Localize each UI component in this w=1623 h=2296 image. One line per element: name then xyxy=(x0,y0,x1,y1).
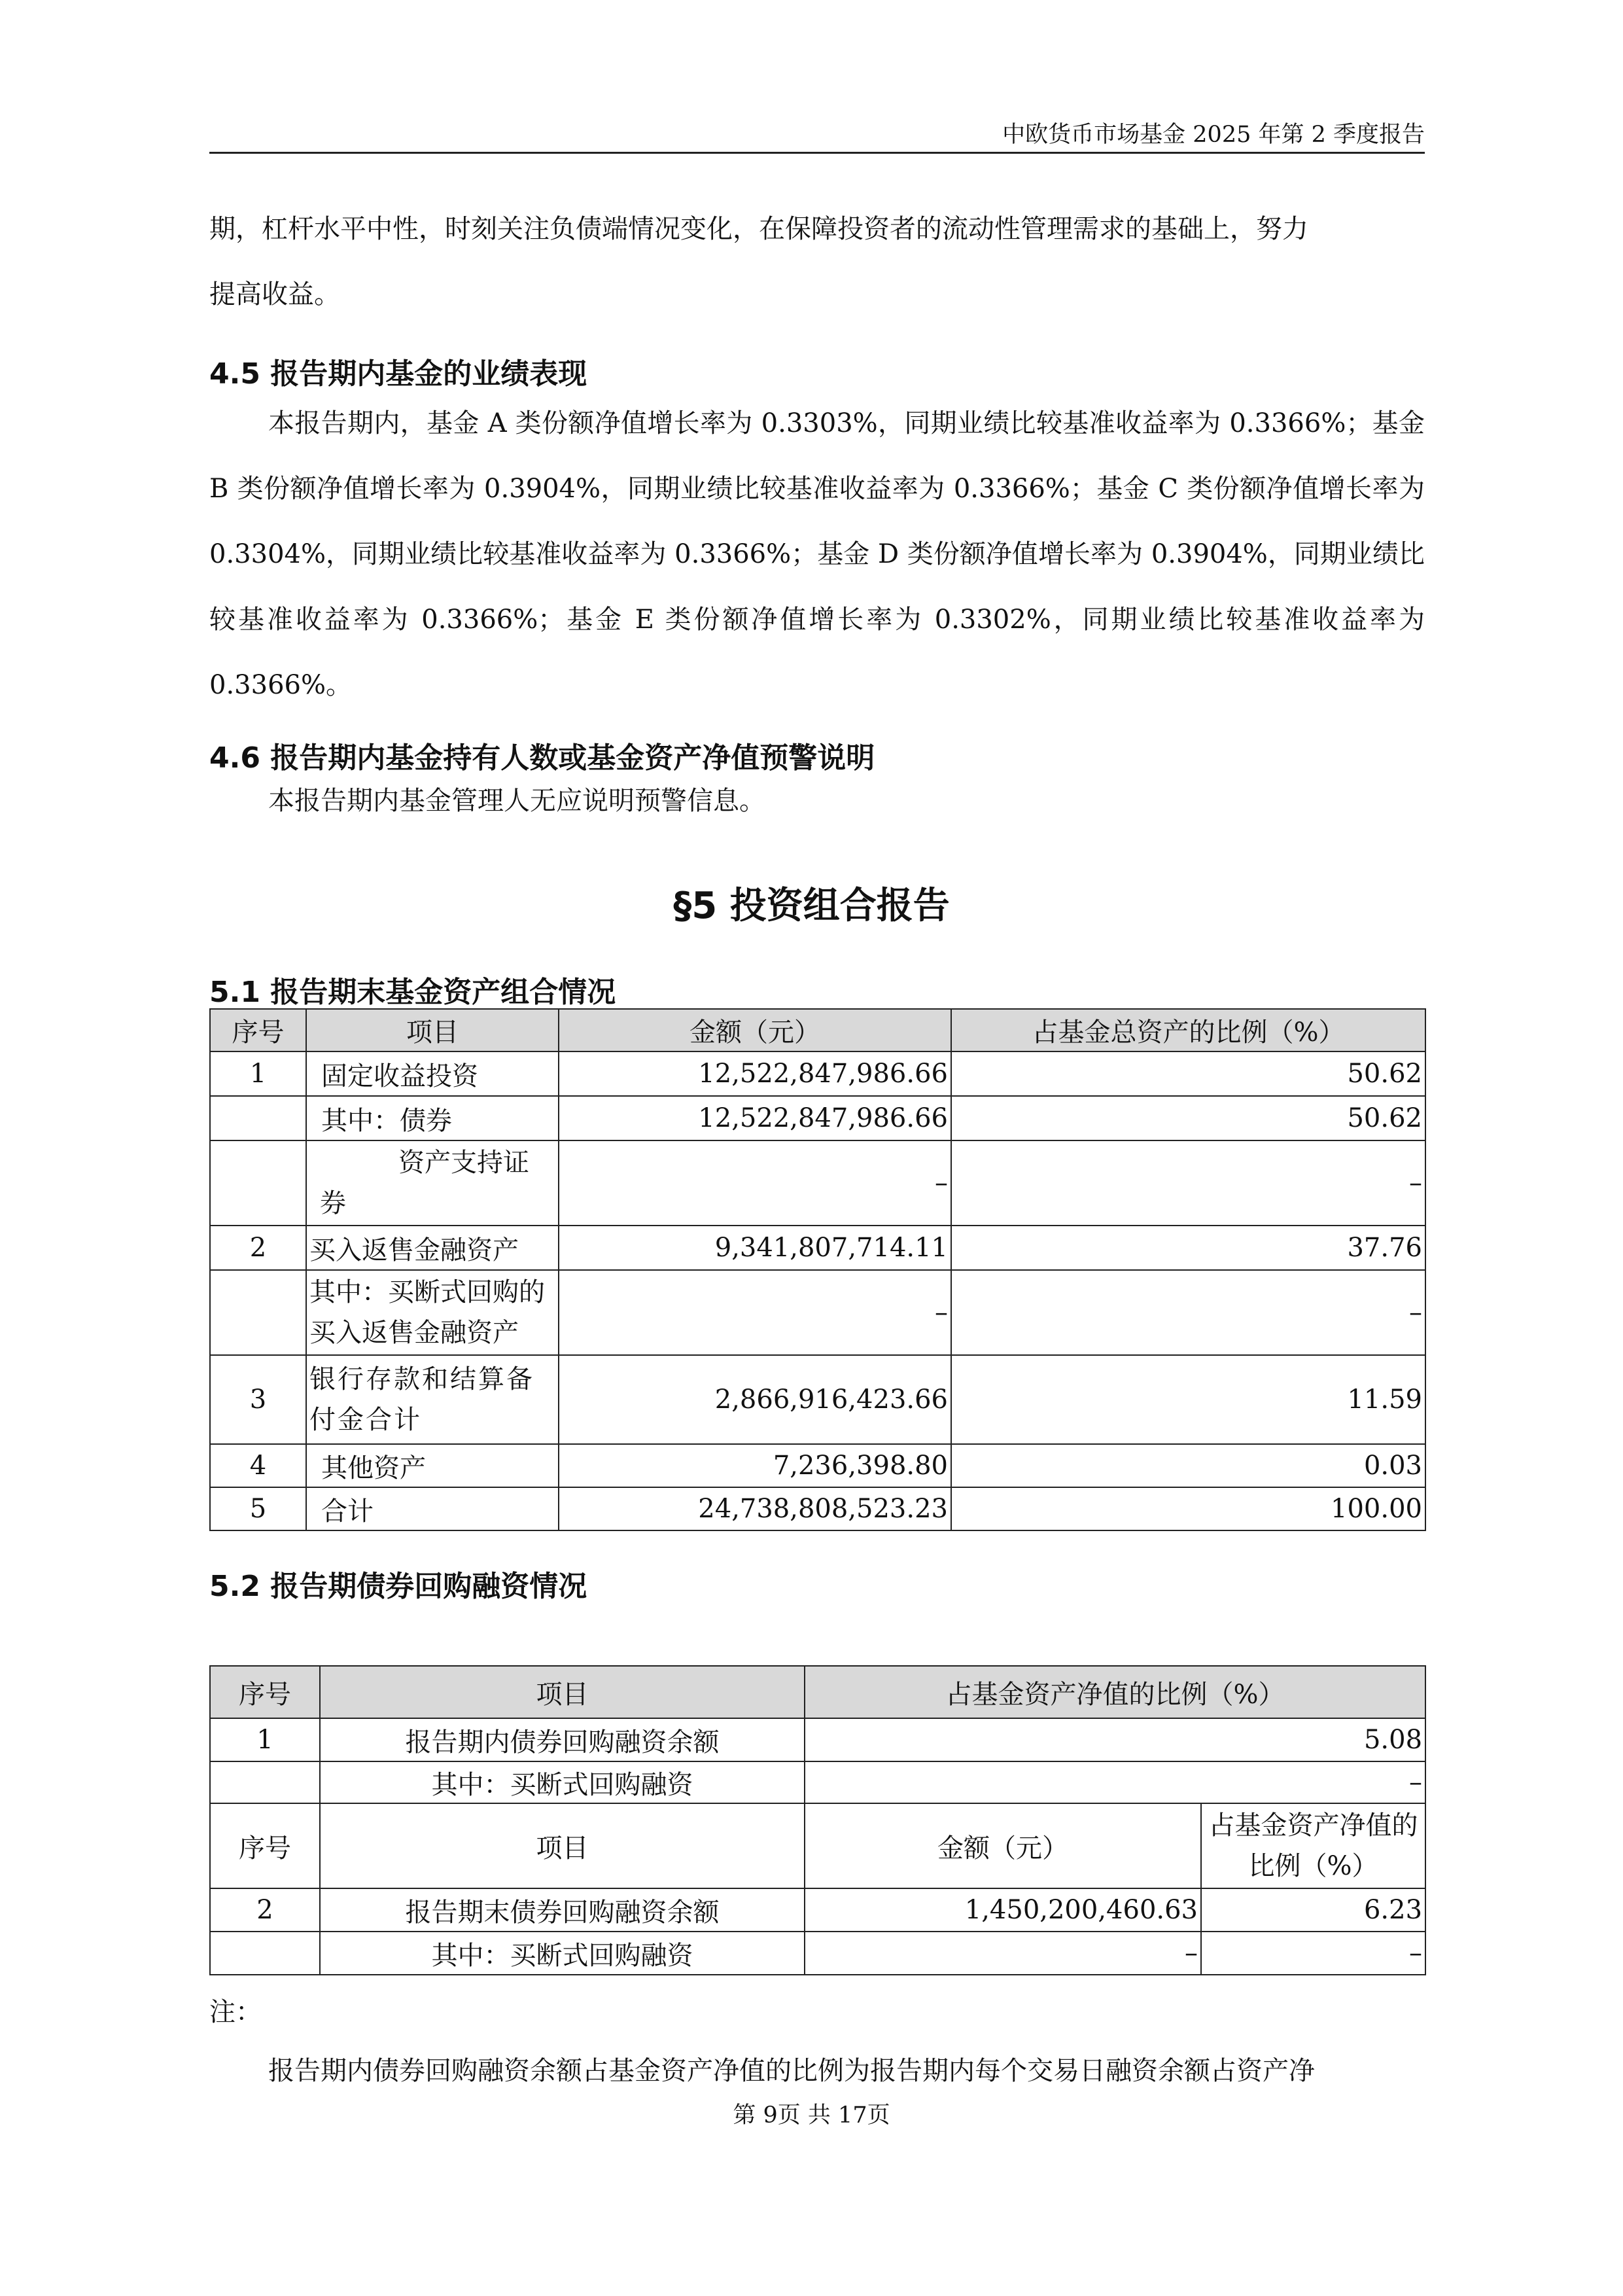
table-row xyxy=(210,1051,1425,1096)
cell-item: 固定收益投资 xyxy=(306,1051,559,1096)
table-row xyxy=(210,1718,1425,1761)
cell-item: 其中：买断式回购的买入返售金融资产 xyxy=(306,1270,559,1355)
col-header-amount: 金额（元） xyxy=(805,1803,1201,1888)
section-5-title: §5 投资组合报告 xyxy=(673,885,950,927)
table-row xyxy=(210,1932,1425,1975)
cell-no xyxy=(210,1932,320,1975)
col-header-amount: 金额（元） xyxy=(559,1009,951,1051)
cell-amount: – xyxy=(559,1270,951,1355)
section-4-5-body: 本报告期内，基金 A 类份额净值增长率为 0.3303%，同期业绩比较基准收益率为 0.3366%；基金 B 类份额净值增长率为 0.3904%，同期业绩比较基准收益率为 0.3366%；基金 C 类份额净值增长率为 0.3304%，同期业绩比较基准收益率为 0.3366%；基金 D 类份额净值增长率为 0.3904%，同期业绩比较基准收益率为 0.3366%；基金 E 类份额净值增长率为 0.3302%，同期业绩比较基准收益率为 0.3366%。 xyxy=(209,408,1425,700)
page-header xyxy=(209,110,1425,154)
cell-no xyxy=(210,1096,306,1140)
cell-item: 报告期内债券回购融资余额 xyxy=(320,1718,805,1761)
cell-item: 资产支持证券 xyxy=(306,1140,559,1226)
col-header-ratio: 占基金资产净值的比例（%） xyxy=(805,1666,1425,1718)
section-4-6 xyxy=(209,734,1425,776)
col-header-ratio: 占基金总资产的比例（%） xyxy=(951,1009,1425,1051)
table-row xyxy=(210,1096,1425,1140)
cell-ratio: 100.00 xyxy=(951,1487,1425,1530)
cell-amount: 24,738,808,523.23 xyxy=(559,1487,951,1530)
cell-item: 其中：买断式回购融资 xyxy=(320,1761,805,1803)
cell-amount: – xyxy=(559,1140,951,1226)
header-title: 中欧货币市场基金 2025 年第 2 季度报告 xyxy=(1002,122,1425,148)
cell-no: 5 xyxy=(210,1487,306,1530)
note-label: 注： xyxy=(209,1997,262,2027)
table-row xyxy=(210,1761,1425,1803)
page-number: 第 9页 共 17页 xyxy=(733,2102,890,2128)
note-body-wrap xyxy=(209,2045,1425,2097)
col-header-no: 序号 xyxy=(210,1803,320,1888)
section-5-2 xyxy=(209,1563,1425,1604)
cell-ratio: 11.59 xyxy=(951,1355,1425,1444)
table-header-row xyxy=(210,1803,1425,1888)
col-header-ratio: 占基金资产净值的比例（%） xyxy=(1201,1803,1425,1888)
cell-ratio: – xyxy=(805,1761,1425,1803)
section-4-5-title: 4.5 报告期内基金的业绩表现 xyxy=(209,357,587,391)
table-row xyxy=(210,1270,1425,1355)
col-header-no: 序号 xyxy=(210,1666,320,1718)
table-row xyxy=(210,1226,1425,1270)
cell-amount: 9,341,807,714.11 xyxy=(559,1226,951,1270)
cell-item: 其他资产 xyxy=(306,1444,559,1487)
cell-ratio: 50.62 xyxy=(951,1051,1425,1096)
cell-ratio: 0.03 xyxy=(951,1444,1425,1487)
intro-line-1: 期，杠杆水平中性，时刻关注负债端情况变化，在保障投资者的流动性管理需求的基础上，努力 xyxy=(209,214,1308,244)
cell-no: 1 xyxy=(210,1718,320,1761)
section-4-5 xyxy=(209,350,1425,392)
col-header-item: 项目 xyxy=(320,1803,805,1888)
cell-ratio: – xyxy=(951,1270,1425,1355)
table-row xyxy=(210,1487,1425,1530)
section-4-6-body: 本报告期内基金管理人无应说明预警信息。 xyxy=(268,786,765,816)
cell-ratio: 50.62 xyxy=(951,1096,1425,1140)
cell-amount: – xyxy=(805,1932,1201,1975)
cell-amount: 1,450,200,460.63 xyxy=(805,1888,1201,1932)
cell-no xyxy=(210,1140,306,1226)
col-header-item: 项目 xyxy=(306,1009,559,1051)
col-header-item: 项目 xyxy=(320,1666,805,1718)
cell-item: 银行存款和结算备付金合计 xyxy=(306,1355,559,1444)
cell-amount: 7,236,398.80 xyxy=(559,1444,951,1487)
cell-amount: 12,522,847,986.66 xyxy=(559,1096,951,1140)
cell-ratio: 5.08 xyxy=(805,1718,1425,1761)
table-row xyxy=(210,1140,1425,1226)
table-header-row xyxy=(210,1009,1425,1051)
section-4-6-body-wrap xyxy=(209,775,1425,827)
table-row xyxy=(210,1355,1425,1444)
section-5-2-title: 5.2 报告期债券回购融资情况 xyxy=(209,1570,587,1603)
section-5-1 xyxy=(209,968,1425,1010)
cell-item: 其中：买断式回购融资 xyxy=(320,1932,805,1975)
intro-line-2: 提高收益。 xyxy=(209,279,340,309)
cell-no: 2 xyxy=(210,1226,306,1270)
asset-allocation-table xyxy=(209,1008,1426,1531)
cell-ratio: – xyxy=(1201,1932,1425,1975)
cell-item: 买入返售金融资产 xyxy=(306,1226,559,1270)
section-4-6-title: 4.6 报告期内基金持有人数或基金资产净值预警说明 xyxy=(209,741,875,775)
cell-amount: 2,866,916,423.66 xyxy=(559,1355,951,1444)
cell-no xyxy=(210,1270,306,1355)
table-row xyxy=(210,1444,1425,1487)
table-row xyxy=(210,1888,1425,1932)
bond-repo-table xyxy=(209,1665,1426,1975)
note-label-wrap xyxy=(209,1986,1425,2038)
cell-no: 1 xyxy=(210,1051,306,1096)
cell-no: 2 xyxy=(210,1888,320,1932)
table-header-row xyxy=(210,1666,1425,1718)
section-4-5-body-wrap xyxy=(209,391,1425,718)
intro-paragraph xyxy=(209,196,1425,327)
cell-ratio: 6.23 xyxy=(1201,1888,1425,1932)
cell-no: 4 xyxy=(210,1444,306,1487)
cell-item: 报告期末债券回购融资余额 xyxy=(320,1888,805,1932)
cell-amount: 12,522,847,986.66 xyxy=(559,1051,951,1096)
section-5-1-title: 5.1 报告期末基金资产组合情况 xyxy=(209,976,616,1009)
cell-item: 其中：债券 xyxy=(306,1096,559,1140)
cell-no: 3 xyxy=(210,1355,306,1444)
note-body: 报告期内债券回购融资余额占基金资产净值的比例为报告期内每个交易日融资余额占资产净 xyxy=(268,2056,1315,2086)
cell-no xyxy=(210,1761,320,1803)
col-header-no: 序号 xyxy=(210,1009,306,1051)
cell-ratio: 37.76 xyxy=(951,1226,1425,1270)
cell-ratio: – xyxy=(951,1140,1425,1226)
cell-item: 合计 xyxy=(306,1487,559,1530)
